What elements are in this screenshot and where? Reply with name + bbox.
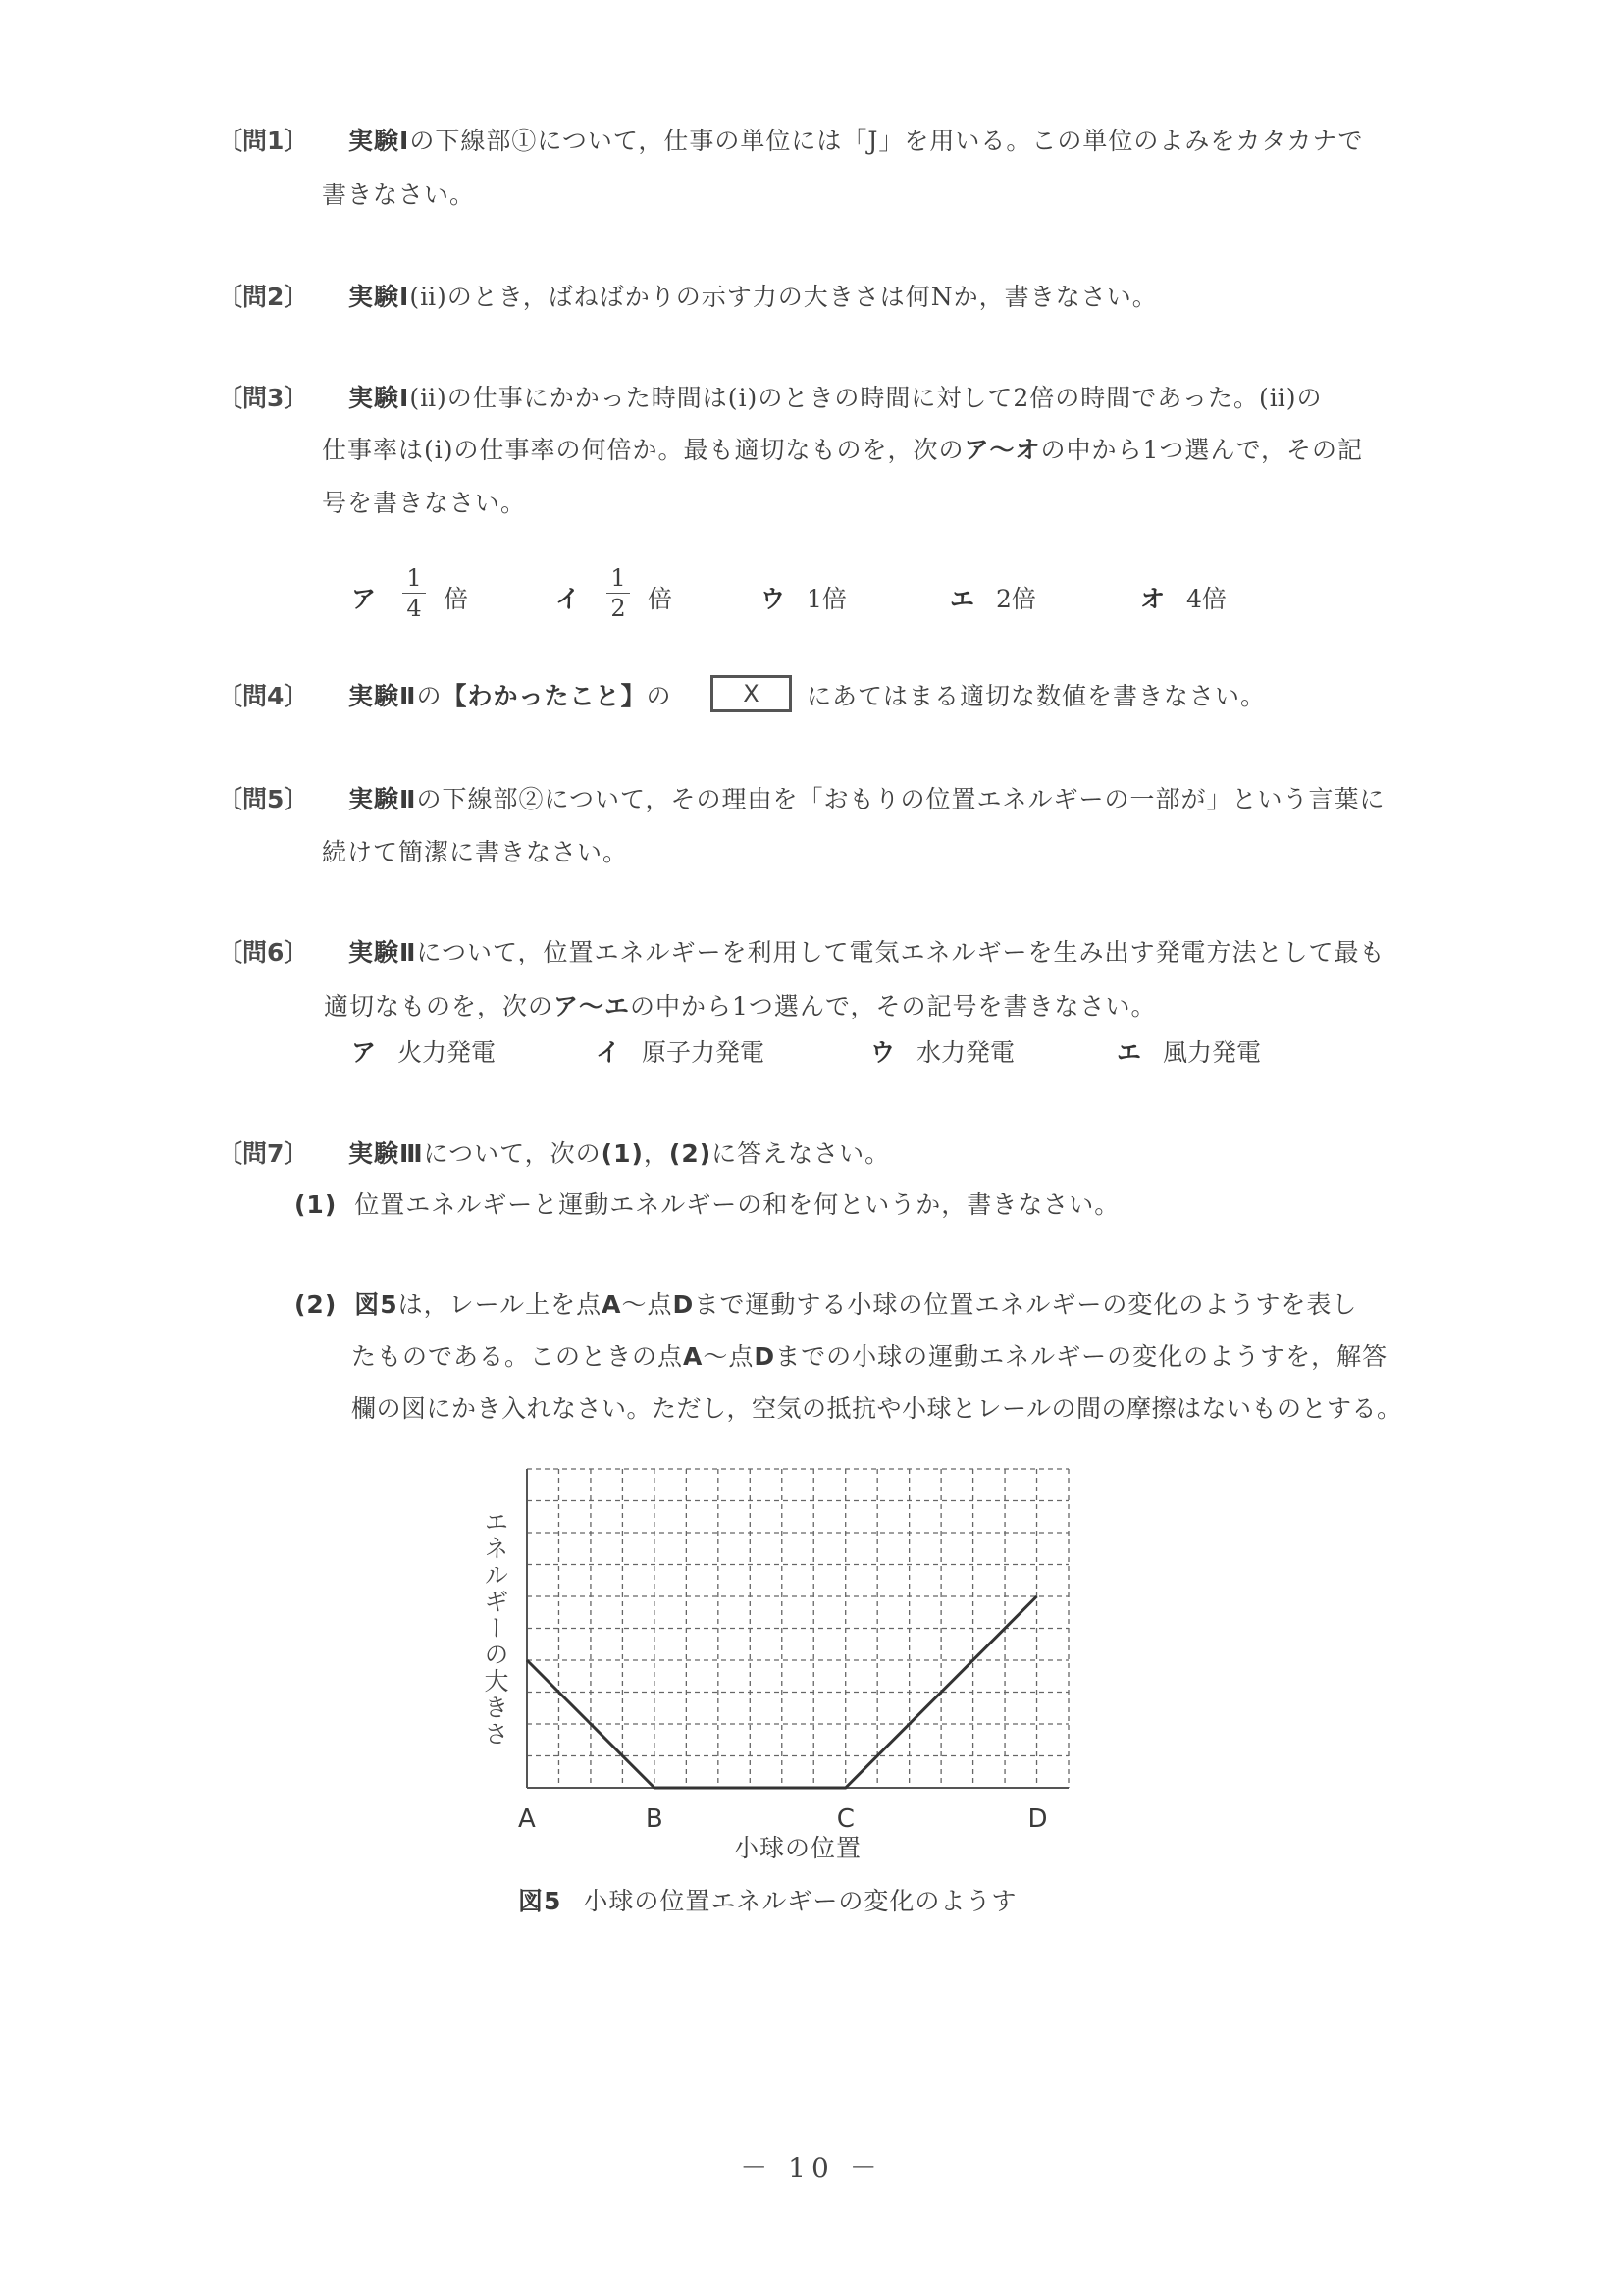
question-7-text-a: について，次の <box>423 1139 602 1168</box>
question-1-line-1: の下線部①について，仕事の単位には「J」を用いる。この単位のよみをカタカナで <box>409 127 1364 155</box>
experiment-ref: 実験Ⅰ <box>348 127 410 155</box>
question-3-line-2a: 仕事率は(ⅰ)の仕事率の何倍か。最も適切なものを，次の <box>322 436 965 464</box>
denominator: 2 <box>610 595 626 622</box>
y-axis-label: エネルギーの大きさ <box>481 1509 509 1748</box>
point-d-ref: D <box>672 1290 695 1319</box>
choice-text: 火力発電 <box>397 1038 497 1067</box>
x-tick-c: C <box>836 1804 855 1834</box>
subquestion-ref-2: (2) <box>668 1139 712 1168</box>
choice-range: ア～オ <box>964 436 1041 464</box>
text: までの小球の運動エネルギーの変化のようすを，解答 <box>775 1342 1388 1371</box>
figure-caption-label: 図5 <box>518 1887 562 1915</box>
figure-caption <box>518 1886 1017 1917</box>
text: たものである。このときの点 <box>351 1342 684 1371</box>
choice-text: 風力発電 <box>1163 1038 1262 1067</box>
choice-text: 1倍 <box>807 585 847 613</box>
experiment-ref: 実験Ⅱ <box>348 785 417 813</box>
choice-key: オ <box>1140 585 1166 613</box>
choice-i-suffix: 倍 <box>648 585 673 613</box>
question-4-text-end: にあてはまる適切な数値を書きなさい。 <box>807 682 1267 710</box>
question-4-label: 〔問4〕 <box>218 682 309 710</box>
x-tick-d: D <box>1027 1804 1048 1834</box>
choice-key: ア <box>351 1038 377 1067</box>
choice-a-suffix: 倍 <box>444 585 469 613</box>
question-6-line-2a: 適切なものを，次の <box>324 992 554 1020</box>
choice-key: ア <box>351 585 377 613</box>
page-number: － 10 － <box>740 2152 883 2184</box>
question-3-line-3: 号を書きなさい。 <box>322 489 527 517</box>
blank-box-x: X <box>710 675 792 712</box>
question-7-label: 〔問7〕 <box>218 1139 309 1168</box>
question-6-line-1: について，位置エネルギーを利用して電気エネルギーを生み出す発電方法として最も <box>416 938 1386 966</box>
point-a-ref: A <box>683 1342 704 1371</box>
subquestion-2-label: (2) <box>294 1290 338 1319</box>
choice-range: ア～エ <box>553 992 631 1020</box>
numerator: 1 <box>402 565 426 594</box>
x-tick-b: B <box>645 1804 663 1834</box>
subquestion-2-line-3: 欄の図にかき入れなさい。ただし，空気の抵抗や小球とレールの間の摩擦はないものとする。 <box>351 1394 1402 1423</box>
particle: の <box>416 682 443 710</box>
subquestion-1-label: (1) <box>294 1190 338 1219</box>
subquestion-ref-1: (1) <box>601 1139 644 1168</box>
question-3-label: 〔問3〕 <box>218 384 309 412</box>
question-7-text-e: に答えなさい。 <box>711 1139 891 1168</box>
choice-key: イ <box>596 1038 621 1067</box>
question-6-label: 〔問6〕 <box>218 938 309 966</box>
experiment-ref: 実験Ⅱ <box>348 682 417 710</box>
findings-heading-ref: 【わかったこと】 <box>442 682 647 710</box>
choice-key: イ <box>555 585 581 613</box>
figure-caption-text: 小球の位置エネルギーの変化のようす <box>583 1887 1018 1915</box>
choice-key: ウ <box>760 585 786 613</box>
question-5-line-1: の下線部②について，その理由を「おもりの位置エネルギーの一部が」という言葉に <box>416 785 1386 813</box>
text: まで運動する小球の位置エネルギーの変化のようすを表し <box>694 1290 1358 1319</box>
question-2-label: 〔問2〕 <box>218 283 309 311</box>
particle: の <box>646 682 672 710</box>
question-6-line-2c: の中から1つ選んで，その記号を書きなさい。 <box>630 992 1157 1020</box>
choice-text: 水力発電 <box>916 1038 1016 1067</box>
experiment-ref: 実験Ⅰ <box>348 283 410 311</box>
choice-key: ウ <box>870 1038 896 1067</box>
choice-text: 原子力発電 <box>642 1038 765 1067</box>
experiment-ref: 実験Ⅲ <box>348 1139 424 1168</box>
comma: ， <box>643 1139 669 1168</box>
experiment-ref: 実験Ⅰ <box>348 384 410 412</box>
question-1-label: 〔問1〕 <box>218 127 309 155</box>
choice-key: エ <box>950 585 975 613</box>
subquestion-1-text: 位置エネルギーと運動エネルギーの和を何というか，書きなさい。 <box>354 1190 1121 1219</box>
question-5-line-2: 続けて簡潔に書きなさい。 <box>322 838 629 866</box>
text: ～点 <box>703 1342 755 1371</box>
question-1-line-2: 書きなさい。 <box>322 181 476 209</box>
figure-ref: 図5 <box>354 1290 398 1319</box>
choice-text: 2倍 <box>996 585 1036 613</box>
numerator: 1 <box>606 565 630 594</box>
experiment-ref: 実験Ⅱ <box>348 938 417 966</box>
point-a-ref: A <box>602 1290 622 1319</box>
text: は，レール上を点 <box>397 1290 602 1319</box>
question-2-line-1: (ⅱ)のとき，ばねばかりの示す力の大きさは何Nか，書きなさい。 <box>409 283 1158 311</box>
choice-text: 4倍 <box>1186 585 1227 613</box>
denominator: 4 <box>406 595 422 622</box>
x-tick-a: A <box>518 1804 536 1834</box>
point-d-ref: D <box>754 1342 776 1371</box>
text: ～点 <box>621 1290 673 1319</box>
choice-key: エ <box>1117 1038 1142 1067</box>
x-axis-label: 小球の位置 <box>734 1834 863 1862</box>
question-3-line-2c: の中から1つ選んで，その記 <box>1040 436 1363 464</box>
question-3-line-1: (ⅱ)の仕事にかかった時間は(ⅰ)のときの時間に対して2倍の時間であった。(ⅱ)の <box>409 384 1323 412</box>
question-5-label: 〔問5〕 <box>218 785 309 813</box>
